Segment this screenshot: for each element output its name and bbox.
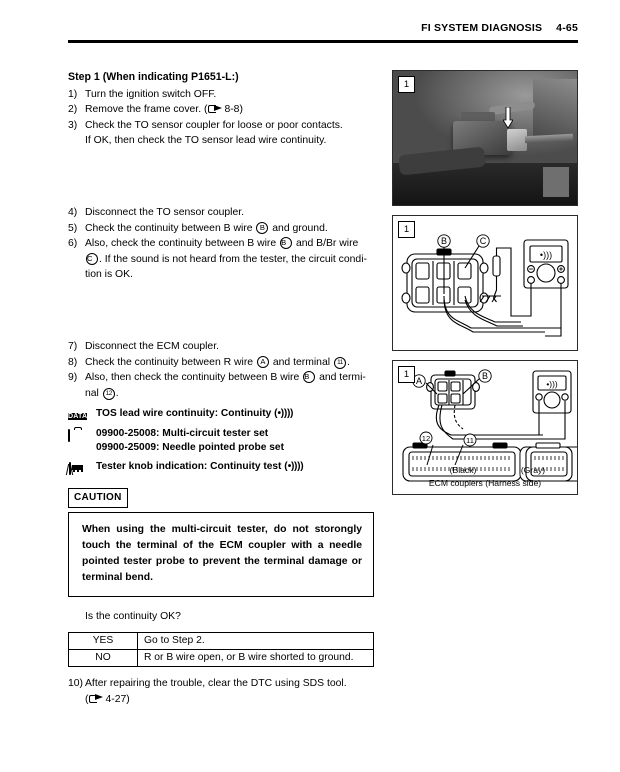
spacer-figure-2 [68,283,374,339]
coupler-diagram-art [393,216,577,350]
figure-to-sensor-photo [392,70,578,206]
section-title: FI SYSTEM DIAGNOSIS [421,22,543,34]
final-item-reference: ( 4-27) [85,693,130,705]
decision-value: R or B wire open, or B wire shorted to ground. [138,650,374,667]
tester-knob-icon-shape [69,462,71,475]
tester-knob-icon [68,461,90,475]
continuity-sound-glyph: •))) [287,461,301,473]
callout-circle-b: B [256,222,268,234]
procedure-item [68,118,374,134]
item-number: 2) [68,104,78,116]
item-text: Check the TO sensor coupler for loose or poor contacts. [85,119,343,131]
item-text: Also, then check the continuity between B wire B and termi- [85,372,366,384]
spec-text [96,427,374,455]
item-text: After repairing the trouble, clear the DTC using SDS tool. [85,678,347,689]
continuity-sound-glyph: •))) [277,408,291,420]
callout-circle-c: C [86,253,98,265]
item-text: Check the continuity between B wire B and ground. [85,222,328,234]
table-row [69,633,374,650]
photo-coupler [507,129,527,151]
final-procedure-item [68,676,374,707]
caution-box: When using the multi-circuit tester, do not storongly touch the terminal of the ECM coupler with a needle pointed tester probe to prevent the terminal damage or terminal bend. [68,512,374,597]
data-badge-icon [68,408,90,422]
spacer-figure-1 [68,149,374,205]
photo-frame-right [533,79,577,137]
photo-rod [525,134,573,144]
toolbox-icon-shape [68,429,70,442]
decision-key: NO [69,650,138,667]
decision-value: Go to Step 2. [138,633,374,650]
item-number: 3) [68,119,78,131]
procedure-item [68,221,374,237]
step-title: Step 1 (When indicating P1651-L:) [68,71,239,83]
procedure-item [68,370,374,386]
knob-button-2 [77,469,79,472]
callout-circle-a: A [257,356,269,368]
callout-c: C [479,236,487,247]
item-text: Turn the ignition switch OFF. [85,88,217,100]
procedure-item [68,205,374,221]
callout-b: B [440,236,448,247]
caption-black: (Black) [449,465,477,475]
item-number: 8) [68,356,78,368]
specification-list [68,407,374,475]
callout-circle-b: B [303,371,315,383]
page-reference-icon [89,694,104,703]
callout-b: B [481,371,489,382]
procedure-item-continuation: nal 12 . [85,387,119,399]
meter-display-text: •))) [546,379,558,389]
page-reference-icon [208,104,223,113]
callout-a: A [415,376,423,387]
tool-line-1: 09900-25008: Multi-circuit tester set [96,428,269,440]
photo-highlight [543,167,569,197]
item-text: Disconnect the ECM coupler. [85,340,219,352]
knob-button-1 [73,469,75,472]
decision-question: Is the continuity OK? [85,611,181,623]
terminal-12: 12 [421,434,431,444]
figure-column [392,70,578,495]
knob-button-3 [81,469,83,472]
procedure-item [68,87,374,103]
procedure-item [68,102,374,118]
caution-label: CAUTION [68,488,128,508]
item-number: 9) [68,372,78,384]
caption-ecm-couplers: ECM couplers (Harness side) [428,478,542,488]
photo-arrow-callout [503,107,513,129]
item-text: Also, check the continuity between B wire B and B/Br wire [85,238,359,250]
item-text: Check the continuity between R wire A and terminal 11 . [85,356,350,368]
page-header [68,22,578,34]
tool-line-2: 09900-25009: Needle pointed probe set [96,442,284,454]
spec-text: TOS lead wire continuity: Continuity (•)))) [96,408,294,420]
spec-row-data [68,407,374,422]
decision-key: YES [69,633,138,650]
figure-badge: 1 [398,366,415,383]
toolbox-icon [68,428,90,442]
procedure-item-continuation: tion is OK. [85,269,133,281]
figure-ecm-coupler-diagram [392,360,578,495]
item-text: Remove the frame cover. ( 8-8) [85,104,243,116]
terminal-11: 11 [466,436,474,446]
terminal-circle-11: 11 [334,357,346,369]
page-number: 4-65 [556,22,578,34]
header-rule [68,40,578,43]
figure-to-sensor-coupler-diagram [392,215,578,351]
procedure-item-continuation: C . If the sound is not heard from the tester, the circuit condi- [87,253,367,265]
figure-badge: 1 [398,76,415,93]
procedure-item [68,355,374,371]
toolbox-handle [74,427,82,430]
item-number: 7) [68,340,78,352]
procedure-item [68,339,374,355]
procedure-column [68,70,374,707]
item-number: 5) [68,222,78,234]
data-badge-label: DATA [68,413,88,421]
callout-circle-b: B [280,237,292,249]
item-number: 1) [68,88,78,100]
spec-text: Tester knob indication: Continuity test (•)))) [96,461,304,473]
caption-gray: (Gray) [520,465,546,475]
item-number: 4) [68,206,78,218]
item-number: 10) [68,678,84,689]
item-text: Disconnect the TO sensor coupler. [85,206,245,218]
decision-table [68,632,374,667]
item-number: 6) [68,238,78,250]
procedure-item [68,236,374,252]
table-row [69,650,374,667]
meter-display-text: •))) [539,250,553,260]
figure-badge: 1 [398,221,415,238]
terminal-circle-12: 12 [103,388,115,400]
spec-row-knob [68,460,374,475]
procedure-item-continuation: If OK, then check the TO sensor lead wire continuity. [85,135,327,147]
spec-row-tool [68,427,374,455]
